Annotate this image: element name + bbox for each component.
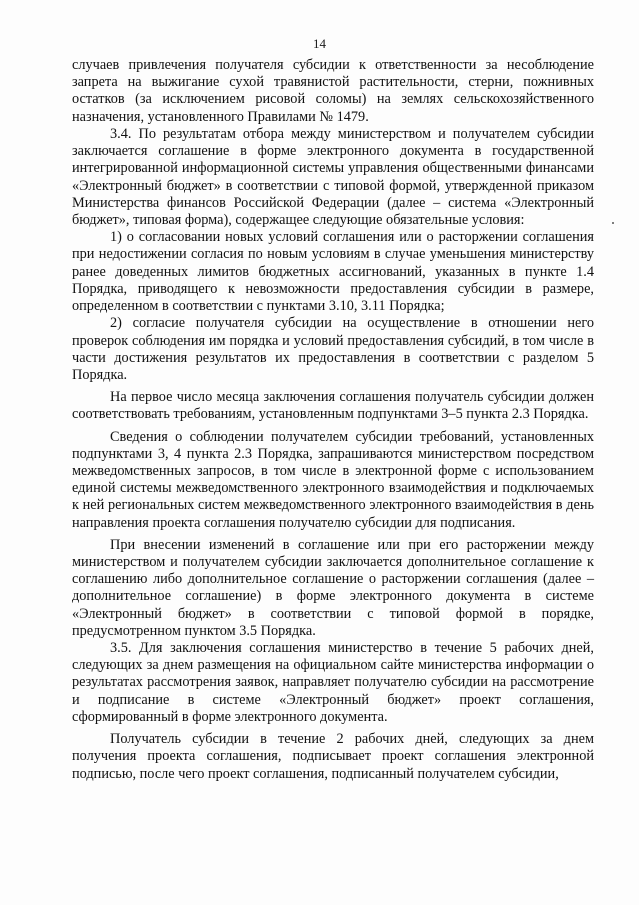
paragraph-condition-1: 1) о согласовании новых условий соглашения или о расторжении соглашения при недостижении согласия по новым условиям в случае уменьшения министерству ранее доведенных лимитов бюджетных ассигнований, указанных в пункте 1.4 Порядка, приводящего к невозможности предоставления субсидии в размере, определенном в соответствии с пунктами 3.10, 3.11 Порядка; bbox=[72, 229, 594, 315]
paragraph-interagency-requests: Сведения о соблюдении получателем субсидии требований, установленных подпунктами 3, 4 пункта 2.3 Порядка, запрашиваются министерством посредством межведомственных запросов, в том числе в электронной форме с использованием единой системы межведомственного электронного взаимодействия и подключаемых к ней региональных систем межведомственного электронного взаимодействия в день направления проекта соглашения получателю субсидии для подписания. bbox=[72, 428, 594, 531]
paragraph-first-day-requirement: На первое число месяца заключения соглашения получатель субсидии должен соответствовать требованиям, установленным подпунктами 3–5 пункта 2.3 Порядка. bbox=[72, 389, 594, 423]
paragraph-3-4: 3.4. По результатам отбора между министерством и получателем субсидии заключается соглашение в форме электронного документа в государственной интегрированной информационной системы управления общественными финансами «Электронный бюджет» в соответствии с типовой формой, утвержденной приказом Министерства финансов Российской Федерации (далее – система «Электронный бюджет», типовая форма), содержащее следующие обязательные условия: bbox=[72, 125, 594, 228]
paragraph-signing: Получатель субсидии в течение 2 рабочих дней, следующих за днем получения проекта соглашения, подписывает проект соглашения электронной подписью, после чего проект соглашения, подписанный получателем субсидии, bbox=[72, 731, 594, 782]
paragraph-condition-2: 2) согласие получателя субсидии на осуществление в отношении него проверок соблюдения им порядка и условий предоставления субсидий, в том числе в части достижения результатов их предоставления в соответствии с разделом 5 Порядка. bbox=[72, 315, 594, 383]
document-body bbox=[72, 57, 594, 783]
paragraph-amendments: При внесении изменений в соглашение или при его расторжении между министерством и получателем субсидии заключается дополнительное соглашение к соглашению либо дополнительное соглашение о расторжении соглашения (далее – дополнительное соглашение) в форме электронного документа в системе «Электронный бюджет» в соответствии с типовой формой в порядке, предусмотренном пунктом 3.5 Порядка. bbox=[72, 536, 594, 639]
paragraph-continuation: случаев привлечения получателя субсидии к ответственности за несоблюдение запрета на выжигание сухой травянистой растительности, стерни, пожнивных остатков (за исключением рисовой соломы) на землях сельскохозяйственного назначения, установленного Правилами № 1479. bbox=[72, 57, 594, 125]
page-number: 14 bbox=[313, 36, 326, 51]
paragraph-3-5: 3.5. Для заключения соглашения министерство в течение 5 рабочих дней, следующих за днем размещения на официальном сайте министерства информации о результатах рассмотрения заявок, направляет получателю субсидии на рассмотрение и подписание в системе «Электронный бюджет» проект соглашения, сформированный в форме электронного документа. bbox=[72, 640, 594, 725]
scan-speck bbox=[612, 222, 614, 224]
